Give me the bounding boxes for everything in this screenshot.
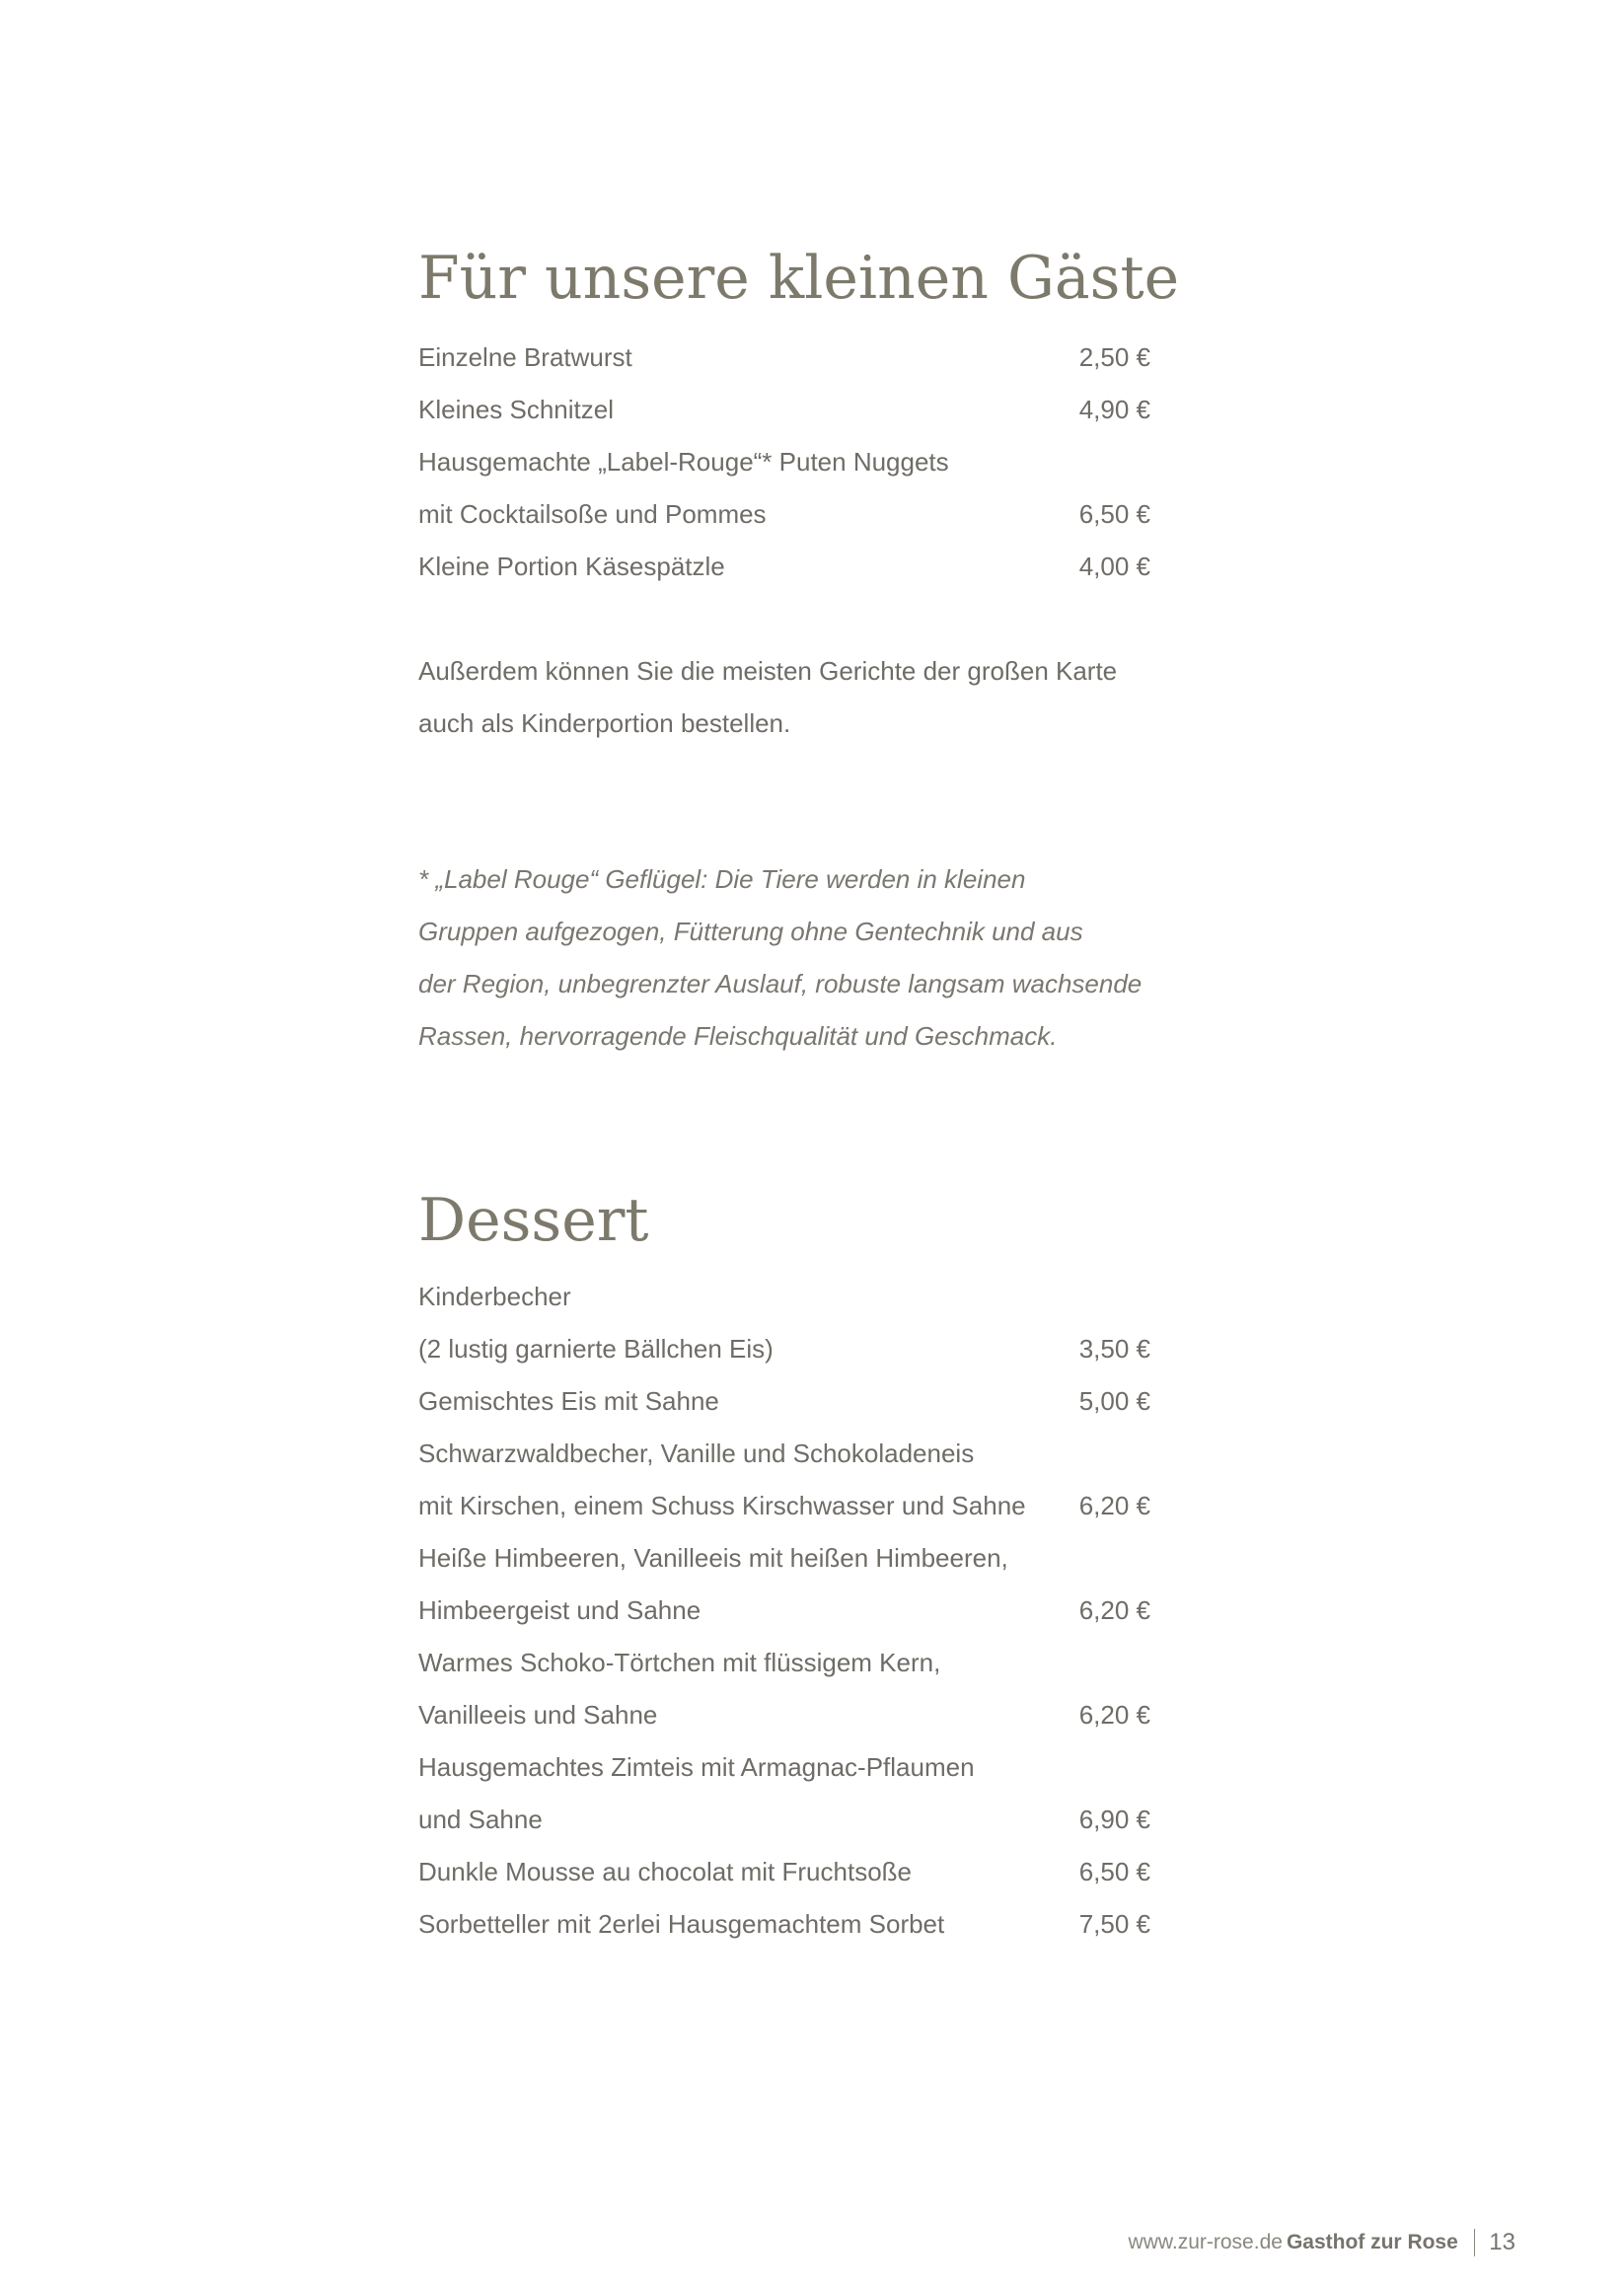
menu-item: [418, 1637, 1150, 1689]
footnote-line: Rassen, hervorragende Fleischqualität und Geschmack.: [418, 1021, 1058, 1051]
menu-item-price: 6,50 €: [1078, 499, 1150, 529]
footer-content: [1129, 2226, 1515, 2259]
menu-item-text: und Sahne: [418, 1805, 543, 1834]
footer-website-url: www.zur-rose.de: [1128, 2231, 1283, 2253]
menu-item: [418, 436, 1150, 488]
menu-item: [418, 488, 1150, 541]
menu-item-price: 6,90 €: [1078, 1805, 1150, 1834]
menu-item-price: 6,20 €: [1078, 1700, 1150, 1730]
menu-item-price: 6,20 €: [1078, 1491, 1150, 1520]
menu-item: [418, 1375, 1150, 1428]
menu-item: [418, 1585, 1150, 1637]
menu-item-price: 6,20 €: [1078, 1595, 1150, 1625]
footer-restaurant-name: Gasthof zur Rose: [1286, 2231, 1458, 2253]
dessert-menu-list: [418, 1271, 1150, 1951]
menu-item-price: 5,00 €: [1078, 1386, 1150, 1416]
menu-item: [418, 1689, 1150, 1741]
menu-item-text: Warmes Schoko-Törtchen mit flüssigem Kern,: [418, 1648, 941, 1677]
menu-item: [418, 1741, 1150, 1794]
menu-item-text: Hausgemachte „Label-Rouge“* Puten Nuggets: [418, 447, 949, 477]
menu-item: [418, 332, 1150, 384]
menu-item-price: 4,00 €: [1078, 552, 1150, 581]
menu-item: [418, 1532, 1150, 1585]
menu-item: [418, 1794, 1150, 1846]
menu-item-text: Sorbetteller mit 2erlei Hausgemachtem Sorbet: [418, 1909, 945, 1939]
menu-item-price: 6,50 €: [1078, 1857, 1150, 1886]
kids-menu-list: [418, 332, 1150, 593]
menu-item-text: Dunkle Mousse au chocolat mit Fruchtsoße: [418, 1857, 912, 1886]
menu-item-price: 2,50 €: [1078, 342, 1150, 372]
menu-item: [418, 1480, 1150, 1532]
note-line: auch als Kinderportion bestellen.: [418, 708, 791, 738]
section-title-kids: Für unsere kleinen Gäste: [418, 244, 1180, 313]
section-title-dessert: Dessert: [418, 1186, 649, 1255]
menu-item-text: Kleine Portion Käsespätzle: [418, 552, 725, 581]
menu-item-price: 4,90 €: [1078, 395, 1150, 424]
menu-item: [418, 1898, 1150, 1951]
label-rouge-footnote: [418, 853, 1168, 1063]
menu-item: [418, 1428, 1150, 1480]
footnote-line: der Region, unbegrenzter Auslauf, robuste langsam wachsende: [418, 969, 1143, 998]
menu-item-text: Schwarzwaldbecher, Vanille und Schokoladeneis: [418, 1439, 975, 1468]
menu-item-text: (2 lustig garnierte Bällchen Eis): [418, 1334, 774, 1364]
page-footer: [0, 2226, 1624, 2259]
footnote-line: Gruppen aufgezogen, Fütterung ohne Gentechnik und aus: [418, 917, 1083, 946]
page-number: 13: [1489, 2229, 1515, 2255]
menu-item-text: Kinderbecher: [418, 1282, 571, 1311]
menu-item: [418, 1271, 1150, 1323]
menu-item: [418, 1323, 1150, 1375]
menu-item-text: mit Cocktailsoße und Pommes: [418, 499, 767, 529]
menu-item-text: Himbeergeist und Sahne: [418, 1595, 701, 1625]
footnote-line: * „Label Rouge“ Geflügel: Die Tiere werden in kleinen: [418, 864, 1026, 894]
menu-item-text: Hausgemachtes Zimteis mit Armagnac-Pflaumen: [418, 1752, 975, 1782]
footer-divider: [1474, 2229, 1476, 2256]
note-line: Außerdem können Sie die meisten Gerichte der großen Karte: [418, 656, 1118, 686]
menu-item-text: Einzelne Bratwurst: [418, 342, 632, 372]
menu-item: [418, 541, 1150, 593]
menu-item-text: Vanilleeis und Sahne: [418, 1700, 658, 1730]
menu-item-price: 3,50 €: [1078, 1334, 1150, 1364]
menu-item: [418, 384, 1150, 436]
menu-item-text: Gemischtes Eis mit Sahne: [418, 1386, 719, 1416]
menu-item-price: 7,50 €: [1078, 1909, 1150, 1939]
menu-item: [418, 1846, 1150, 1898]
menu-item-text: mit Kirschen, einem Schuss Kirschwasser und Sahne: [418, 1491, 1026, 1520]
kids-portion-note: [418, 645, 1168, 750]
menu-item-text: Heiße Himbeeren, Vanilleeis mit heißen Himbeeren,: [418, 1543, 1008, 1573]
menu-item-text: Kleines Schnitzel: [418, 395, 614, 424]
